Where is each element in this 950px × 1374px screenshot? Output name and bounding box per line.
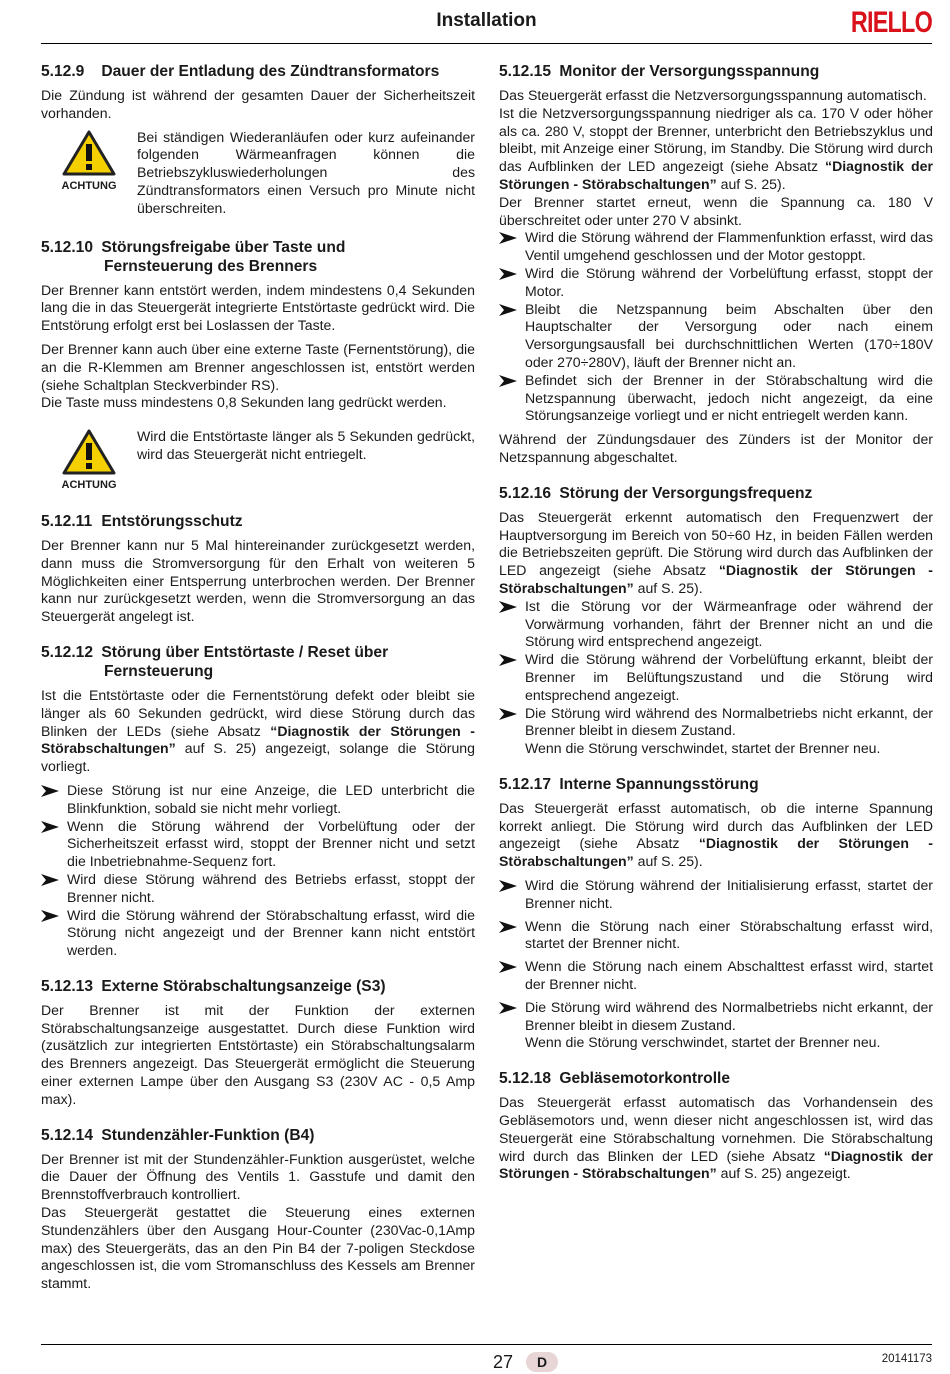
list-item: Wird die Störung während der Vorbelüftung erkannt, bleibt der Brenner im Belüftungszustand und die Störung wird entsprechend angezeigt. [499, 651, 933, 704]
arrow-bullet-icon [499, 1002, 517, 1014]
list-item: Wenn die Störung nach einer Störabschaltung erfasst wird, startet der Brenner nicht. [499, 918, 933, 954]
warning-label: ACHTUNG [61, 479, 117, 492]
left-column [41, 62, 475, 1310]
paragraph: Wenn die Störung verschwindet, startet der Brenner neu. [525, 740, 881, 757]
section-heading: 5.12.12 Störung über Entstörtaste / Reset über Fernsteuerung [41, 643, 389, 680]
section-heading: 5.12.13 Externe Störabschaltungsanzeige (S3) [41, 977, 386, 995]
paragraph: Ist die Netzversorgungsspannung niedriger als ca. 170 V oder höher als ca. 280 V, stoppt der Brenner, unterbricht den Betriebszyklus und bleibt, mit Anzeige einer Störung, im Standby. Die Störung wird durch das Aufblinken der LED angezeigt (siehe Absatz “Diagnostik der Störungen - Störabschaltungen” auf S. 25). [499, 104, 933, 192]
arrow-bullet-icon [41, 785, 59, 797]
warning-box [41, 428, 475, 495]
warning-icon [41, 428, 137, 495]
paragraph: Der Brenner kann auch über eine externe Taste (Fernentstörung), die an die R-Klemmen am Brenner angeschlossen ist, entstört werden (siehe Schaltplan Steckverbinder RS). [41, 340, 475, 393]
section-heading: 5.12.16 Störung der Versorgungsfrequenz [499, 484, 813, 502]
paragraph: Wenn die Störung verschwindet, startet der Brenner neu. [525, 1034, 881, 1051]
riello-logo: RIELLO [850, 6, 932, 39]
document-code: 20141173 [881, 1353, 932, 1365]
section-heading: 5.12.10 Störungsfreigabe über Taste und Fernsteuerung des Brenners [41, 238, 346, 275]
warning-label: ACHTUNG [61, 179, 117, 192]
section-heading: 5.12.15 Monitor der Versorgungsspannung [499, 63, 820, 80]
section-5-12-12 [41, 643, 475, 960]
list-item: Die Störung wird während des Normalbetriebs nicht erkannt, der Brenner bleibt in diesem Zustand. [499, 705, 933, 741]
warning-box [41, 129, 475, 218]
section-heading: 5.12.11 Entstörungsschutz [41, 512, 243, 530]
paragraph: Das Steuergerät erfasst die Netzversorgungsspannung automatisch. [499, 87, 927, 103]
list-item: Befindet sich der Brenner in der Störabschaltung wird die Netzspannung überwacht, jedoch nicht angezeigt, da eine Störungsanzeige vorliegt und er nicht entriegelt werden kann. [499, 372, 933, 425]
page-footer [41, 1344, 932, 1372]
section-5-12-13 [41, 977, 475, 1109]
arrow-bullet-icon [41, 874, 59, 886]
paragraph: Der Brenner startet erneut, wenn die Spannung ca. 180 V überschreitet oder unter 270 V absinkt. [499, 193, 933, 228]
section-5-12-17 [499, 775, 933, 1052]
header-rule [41, 43, 932, 44]
paragraph: Das Steuergerät erkennt automatisch den Frequenzwert der Hauptversorgung im Bereich von 50÷60 Hz, in beiden Fällen werden die Betriebszeiten geprüft. Die Störung wird durch das Aufblinken der LED angezeigt (siehe Absatz “Diagnostik der Störungen - Störabschaltungen” auf S. 25). [499, 508, 933, 596]
bullet-list [499, 598, 933, 740]
paragraph: Die Zündung ist während der gesamten Dauer der Sicherheitszeit vorhanden. [41, 87, 475, 121]
list-item: Diese Störung ist nur eine Anzeige, die LED unterbricht die Blinkfunktion, sobald sie nicht mehr vorliegt. [41, 782, 475, 818]
paragraph: Der Brenner kann nur 5 Mal hintereinander zurückgesetzt werden, dann muss die Stromversorgung für den Erhalt von weiteren 5 Möglichkeiten einer Entsperrung unterbrochen werden. Der Brenner kann nur zurückgesetzt werden, wenn die Stromversorgung an das Steuergerät angelegt ist. [41, 536, 475, 625]
list-item: Wird die Störung während der Flammenfunktion erfasst, wird das Ventil umgehend geschlossen und der Motor gestoppt. [499, 229, 933, 265]
section-5-12-18 [499, 1069, 933, 1183]
paragraph: Der Brenner kann entstört werden, indem mindestens 0,4 Sekunden lang die in das Steuergerät integrierte Entstörtaste gedrückt wird. Die Entstörung erfolgt erst bei Loslassen der Taste. [41, 281, 475, 334]
arrow-bullet-icon [499, 375, 517, 387]
page-header [41, 0, 932, 44]
section-5-12-9 [41, 62, 475, 218]
arrow-bullet-icon [41, 910, 59, 922]
arrow-bullet-icon [499, 921, 517, 933]
section-heading: 5.12.14 Stundenzähler-Funktion (B4) [41, 1126, 315, 1144]
section-5-12-10 [41, 238, 475, 495]
list-item: Wird die Störung während der Initialisierung erfasst, startet der Brenner nicht. [499, 877, 933, 913]
language-badge: D [526, 1352, 558, 1372]
section-5-12-14 [41, 1126, 475, 1293]
section-5-12-15 [499, 62, 933, 467]
paragraph: Die Taste muss mindestens 0,8 Sekunden lang gedrückt werden. [41, 394, 447, 411]
warning-icon [41, 129, 137, 218]
arrow-bullet-icon [499, 961, 517, 973]
paragraph: Das Steuergerät erfasst automatisch das Vorhandensein des Gebläsemotors und, wenn dieser nicht angeschlossen ist, wird das Steuergerät eine Störabschaltung vornehmen. Die Störabschaltung wird durch das Blinken der LED (siehe Absatz “Diagnostik der Störungen - Störabschaltungen” auf S. 25) angezeigt. [499, 1094, 933, 1182]
paragraph: Das Steuergerät gestattet die Steuerung eines externen Stundenzählers über den Ausgang Hour-Counter (230Vac-0,1Amp max) des Steuergeräts, das an den Pin B4 der 7-poligen Steckdose angeschlossen ist, die vom Stromanschluss des Kessels am Brenner stammt. [41, 1204, 475, 1292]
list-item: Wenn die Störung nach einem Abschalttest erfasst wird, startet der Brenner nicht. [499, 958, 933, 994]
arrow-bullet-icon [41, 821, 59, 833]
paragraph: Während der Zündungsdauer des Zünders ist der Monitor der Netzspannung abgeschaltet. [499, 431, 933, 465]
arrow-bullet-icon [499, 708, 517, 720]
paragraph: Das Steuergerät erfasst automatisch, ob die interne Spannung korrekt anliegt. Die Störung wird durch das Aufblinken der LED angezeigt (siehe Absatz “Diagnostik der Störungen - Störabschaltungen” auf S. 25). [499, 799, 933, 870]
arrow-bullet-icon [499, 654, 517, 666]
paragraph: Der Brenner ist mit der Stundenzähler-Funktion ausgerüstet, welche die Dauer der Öffnung des Ventils 1. Gasstufe und damit den Brennstoffverbrauch kontrolliert. [41, 1150, 475, 1203]
section-heading: 5.12.9 Dauer der Entladung des Zündtransformators [41, 63, 440, 80]
warning-text: Wird die Entstörtaste länger als 5 Sekunden gedrückt, wird das Steuergerät nicht entriegelt. [137, 428, 475, 462]
section-heading: 5.12.18 Gebläsemotorkontrolle [499, 1070, 731, 1088]
page-number: 27 [493, 1352, 514, 1372]
bullet-list [499, 877, 933, 1034]
list-item: Wenn die Störung während der Vorbelüftung oder der Sicherheitszeit erfasst wird, stoppt der Brenner nicht und setzt die Inbetriebnahme-Sequenz fort. [41, 818, 475, 871]
right-column [499, 62, 933, 1200]
arrow-bullet-icon [499, 304, 517, 316]
list-item: Wird die Störung während der Vorbelüftung erfasst, stoppt der Motor. [499, 265, 933, 301]
list-item: Wird die Störung während der Störabschaltung erfasst, wird die Störung nicht angezeigt und der Brenner kann nicht entstört werden. [41, 907, 475, 960]
list-item: Ist die Störung vor der Wärmeanfrage oder während der Vorwärmung vorhanden, fährt der Brenner nicht an und die Störung wird entsprechend angezeigt. [499, 598, 933, 651]
arrow-bullet-icon [499, 880, 517, 892]
arrow-bullet-icon [499, 601, 517, 613]
list-item: Die Störung wird während des Normalbetriebs nicht erkannt, der Brenner bleibt in diesem Zustand. [499, 999, 933, 1035]
paragraph: Der Brenner ist mit der Funktion der externen Störabschaltungsanzeige ausgestattet. Durch diese Funktion wird (zusätzlich zur integrierten Entstörtaste) ein Störabschaltungsalarm des Brenners angezeigt. Das Steuergerät ermöglicht die Steuerung einer externen Lampe über den Ausgang S3 (230V AC - 0,5 Amp max). [41, 1001, 475, 1107]
section-5-12-11 [41, 512, 475, 626]
section-heading: 5.12.17 Interne Spannungsstörung [499, 775, 759, 793]
list-item: Wird diese Störung während des Betriebs erfasst, stoppt der Brenner nicht. [41, 871, 475, 907]
arrow-bullet-icon [499, 268, 517, 280]
bullet-list [499, 229, 933, 425]
warning-text: Bei ständigen Wiederanläufen oder kurz aufeinander folgenden Wärmeanfragen können die Betriebszykluswiederholungen des Zündtransformators einen Versuch pro Minute nicht überschreiten. [137, 128, 475, 216]
header-title: Installation [436, 10, 537, 31]
list-item: Bleibt die Netzspannung beim Abschalten über den Hauptschalter der Versorgung oder nach einem Versorgungsausfall bei durchschnittlichen Werten (170÷180V oder 270÷280V), läuft der Brenner nicht an. [499, 301, 933, 372]
footer-rule [41, 1344, 932, 1345]
arrow-bullet-icon [499, 232, 517, 244]
bullet-list [41, 782, 475, 960]
section-5-12-16 [499, 484, 933, 758]
paragraph: Ist die Entstörtaste oder die Fernentstörung defekt oder bleibt sie länger als 60 Sekunden gedrückt, wird diese Störung durch das Blinken der LEDs (siehe Absatz “Diagnostik der Störungen - Störabschaltungen” auf S. 25) angezeigt, solange die Störung vorliegt. [41, 686, 475, 775]
